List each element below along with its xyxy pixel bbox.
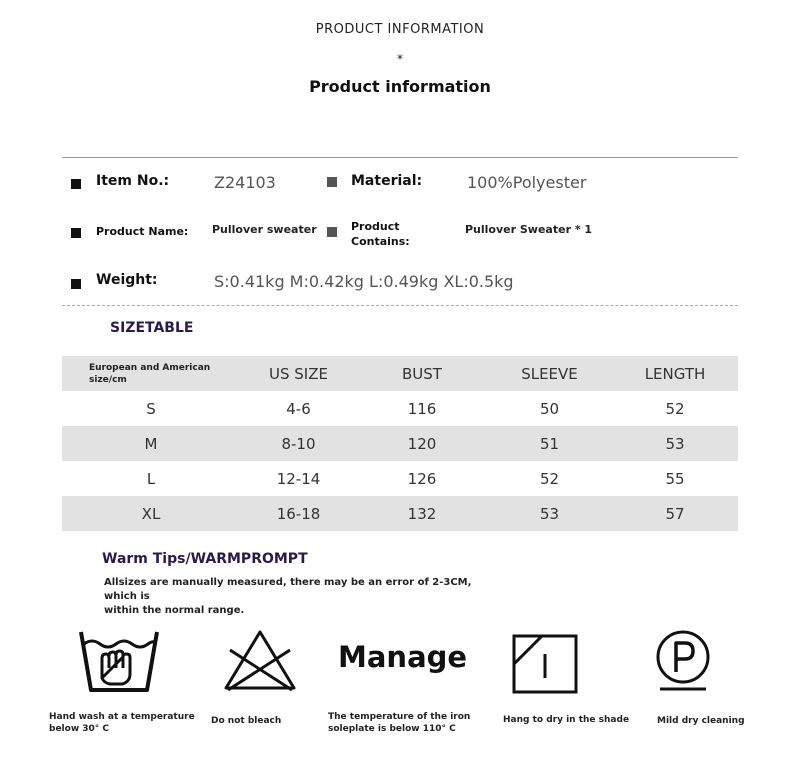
product-contains-label xyxy=(351,219,410,249)
no-bleach-label: Do not bleach xyxy=(211,716,282,726)
header-length: LENGTH xyxy=(644,364,706,383)
size-table xyxy=(62,356,738,531)
bullet-square-icon xyxy=(327,177,337,187)
header-region xyxy=(62,356,240,391)
warm-tips-line2: within the normal range. xyxy=(104,605,245,616)
iron-label-line2: soleplate is below 110° C xyxy=(328,724,456,734)
cell-us-size: 16-18 xyxy=(276,504,321,523)
warm-tips-text xyxy=(104,576,504,618)
bullet-square-icon xyxy=(327,227,337,237)
weight-value: S:0.41kg M:0.42kg L:0.49kg XL:0.5kg xyxy=(214,272,514,291)
product-contains-label-line2: Contains: xyxy=(351,235,410,248)
dry-clean-p-icon xyxy=(654,628,712,692)
hand-wash-label xyxy=(49,711,195,735)
warm-tips-line1: Allsizes are manually measured, there may be an error of 2-3CM, which is xyxy=(104,577,472,602)
product-name-value: Pullover sweater xyxy=(212,223,317,236)
product-name-label: Product Name: xyxy=(96,225,189,238)
item-no-value: Z24103 xyxy=(214,173,276,192)
manage-text: Manage xyxy=(338,640,468,674)
header-region-line2: size/cm xyxy=(89,374,127,385)
cell-length: 52 xyxy=(665,399,685,418)
cell-sleeve: 50 xyxy=(539,399,560,418)
table-row xyxy=(62,461,738,496)
cell-size: XL xyxy=(141,504,161,523)
cell-bust: 120 xyxy=(407,434,437,453)
cell-us-size: 8-10 xyxy=(281,434,316,453)
warm-tips-title: Warm Tips/WARMPROMPT xyxy=(102,551,308,567)
bullet-square-icon xyxy=(71,279,81,289)
hand-wash-icon xyxy=(78,628,160,696)
size-table-title: SIZETABLE xyxy=(110,320,194,336)
divider-top xyxy=(62,157,738,158)
table-row xyxy=(62,391,738,426)
cell-sleeve: 51 xyxy=(539,434,560,453)
iron-label xyxy=(328,711,470,735)
cell-us-size: 12-14 xyxy=(276,469,321,488)
header-sleeve: SLEEVE xyxy=(521,364,578,383)
weight-label: Weight: xyxy=(96,272,158,288)
hand-wash-label-line1: Hand wash at a temperature xyxy=(49,712,195,722)
bullet-square-icon xyxy=(71,228,81,238)
table-row xyxy=(62,426,738,461)
cell-size: L xyxy=(146,469,156,488)
material-label: Material: xyxy=(351,173,423,189)
cell-bust: 126 xyxy=(407,469,437,488)
cell-bust: 116 xyxy=(407,399,437,418)
header-region-line1: European and American xyxy=(89,362,211,373)
header-bust: BUST xyxy=(402,364,442,383)
cell-size: S xyxy=(146,399,156,418)
header-star: * xyxy=(397,52,403,66)
dry-clean-label: Mild dry cleaning xyxy=(657,716,745,726)
iron-label-line1: The temperature of the iron xyxy=(328,712,471,722)
dry-in-shade-icon xyxy=(512,634,578,694)
product-contains-value: Pullover Sweater * 1 xyxy=(465,223,593,236)
bullet-square-icon xyxy=(71,179,81,189)
cell-sleeve: 52 xyxy=(539,469,560,488)
size-table-header-row xyxy=(62,356,738,391)
item-no-label: Item No.: xyxy=(96,173,170,189)
cell-length: 53 xyxy=(665,434,685,453)
cell-length: 57 xyxy=(665,504,685,523)
cell-sleeve: 53 xyxy=(539,504,560,523)
header-us-size: US SIZE xyxy=(269,364,328,383)
divider-dashed xyxy=(62,305,738,306)
table-row xyxy=(62,496,738,531)
page-title: Product information xyxy=(309,77,491,96)
shade-dry-label: Hang to dry in the shade xyxy=(503,715,630,725)
header-english-title: PRODUCT INFORMATION xyxy=(315,22,485,37)
cell-us-size: 4-6 xyxy=(286,399,311,418)
cell-size: M xyxy=(144,434,158,453)
do-not-bleach-icon xyxy=(222,628,298,692)
hand-wash-label-line2: below 30° C xyxy=(49,724,110,734)
product-contains-label-line1: Product xyxy=(351,220,400,233)
cell-bust: 132 xyxy=(407,504,437,523)
material-value: 100%Polyester xyxy=(467,173,587,192)
cell-length: 55 xyxy=(665,469,685,488)
